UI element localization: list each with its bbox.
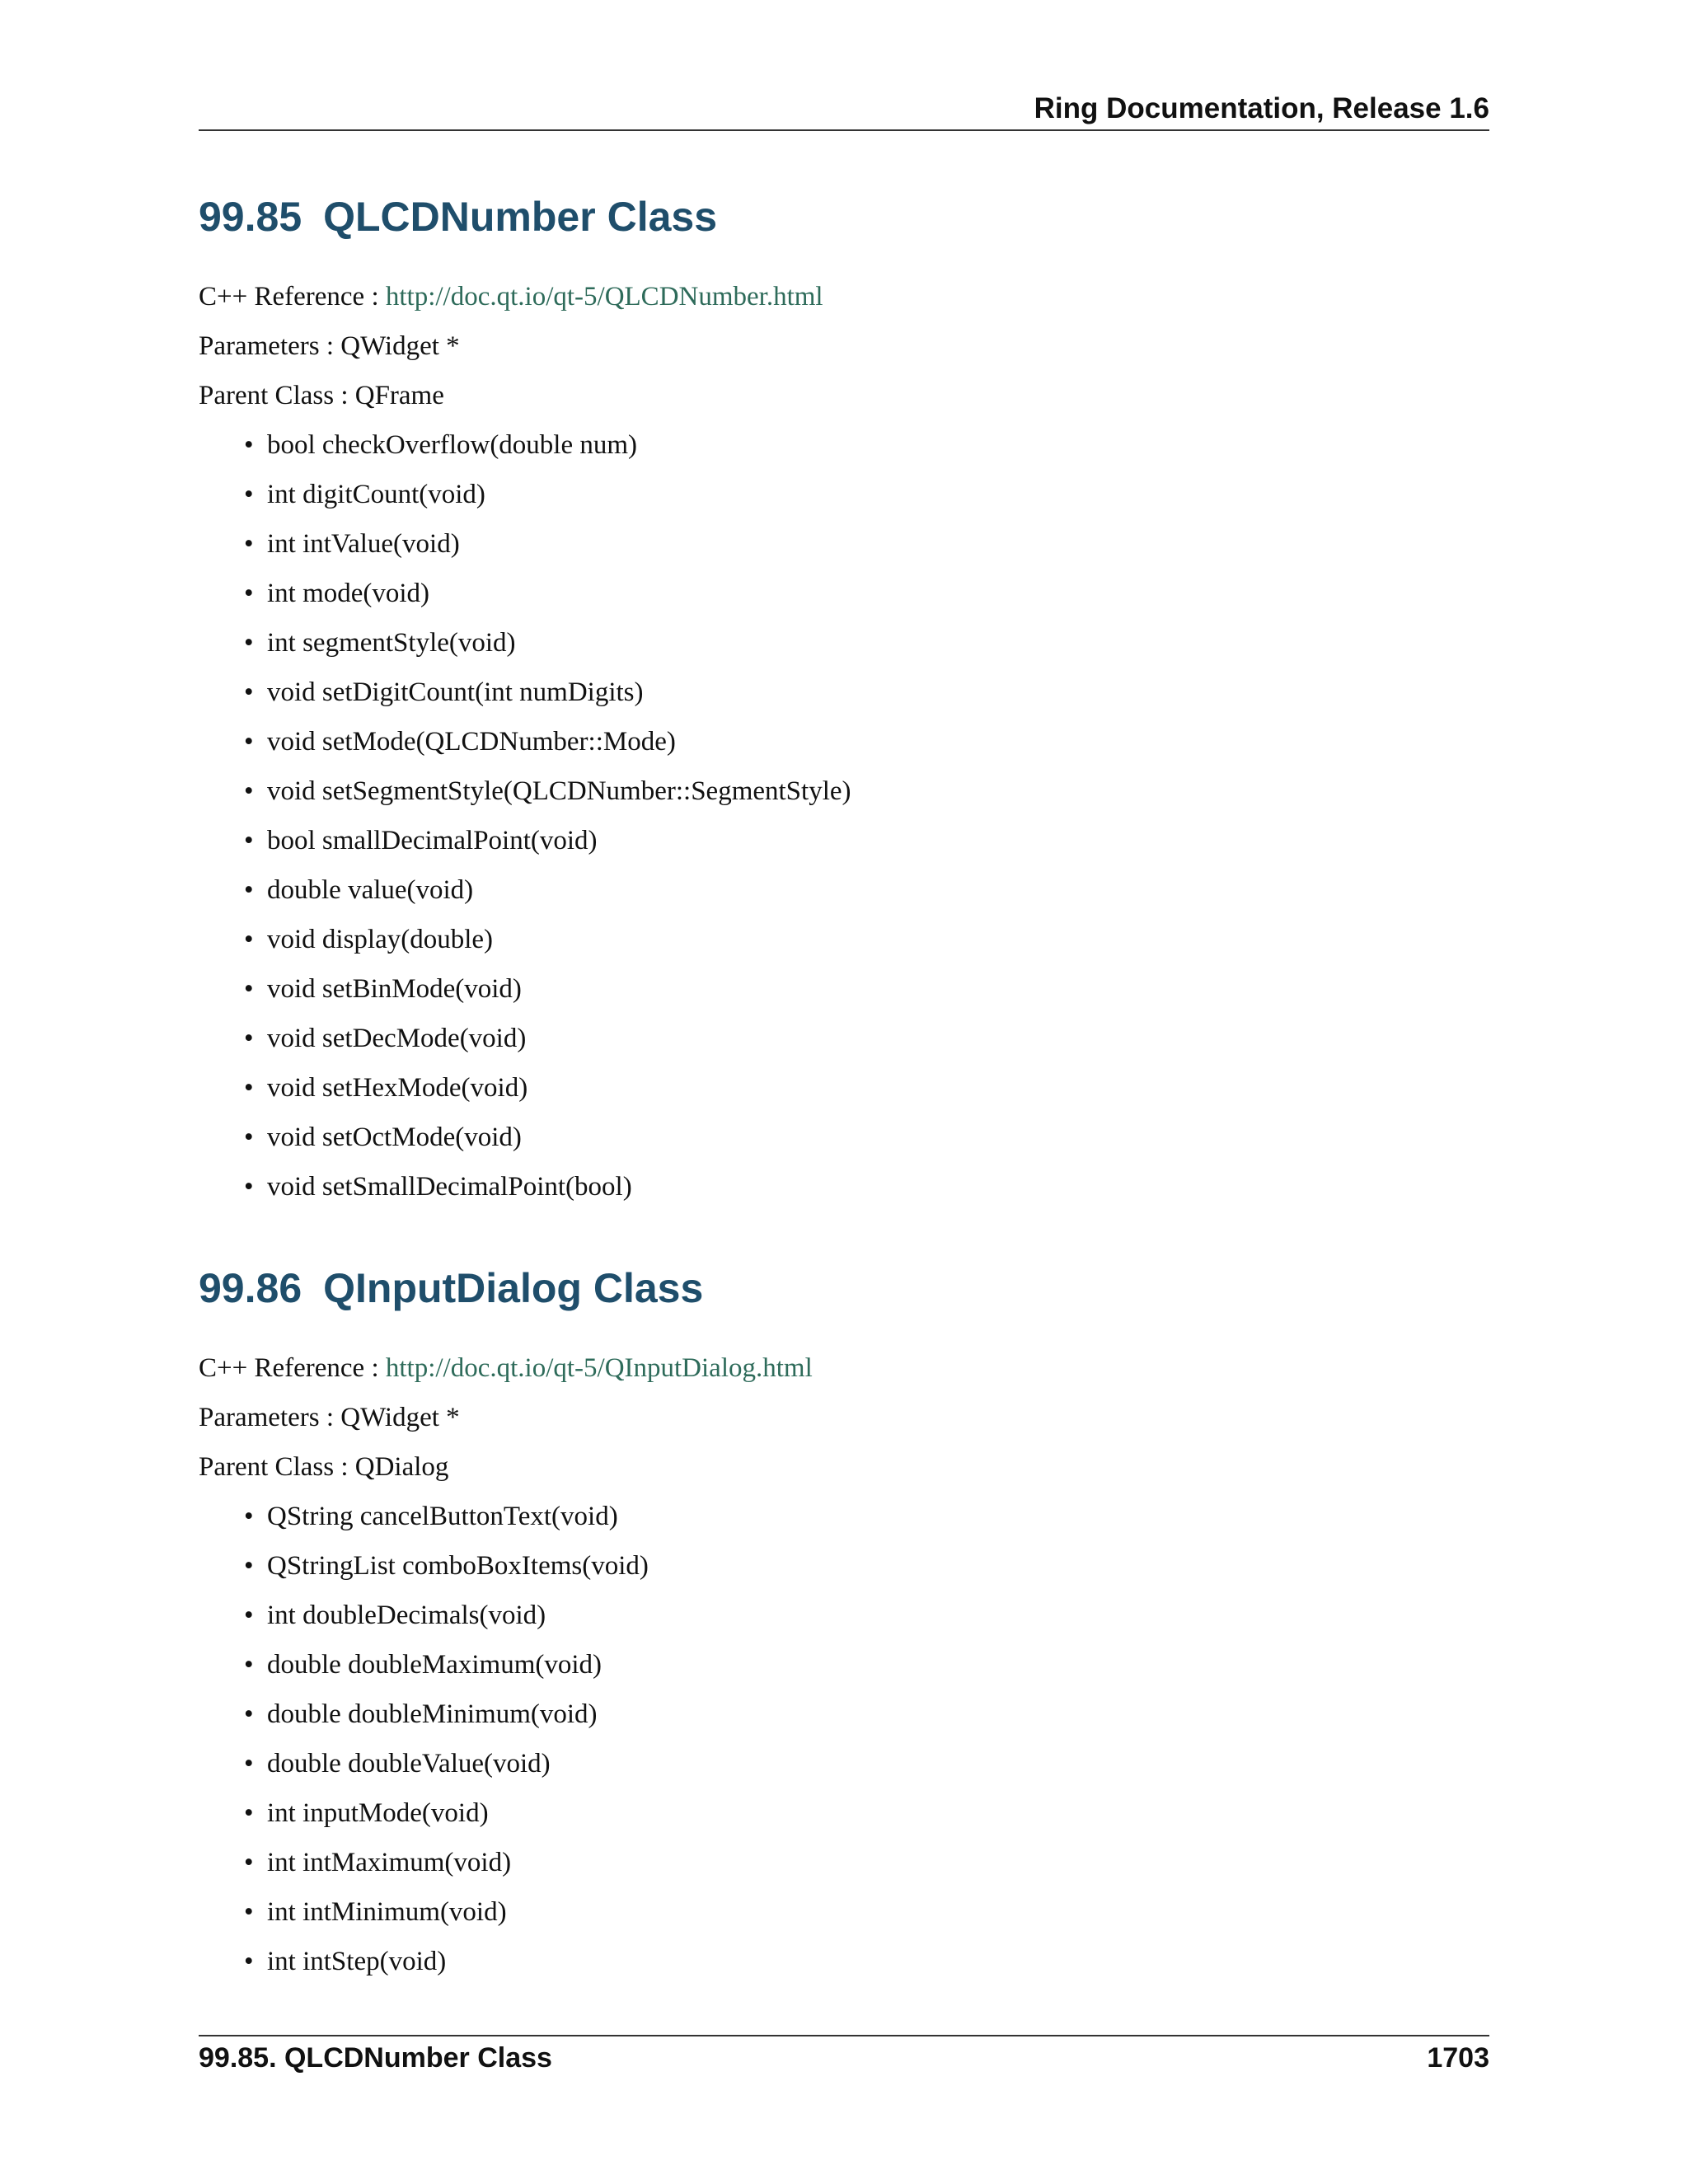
method-item [199,766,1489,816]
parameters: Parameters : QWidget * [199,1403,460,1432]
section-qlcdnumber [199,196,1489,1212]
document-page [199,0,1489,2184]
bullet-icon: • [244,579,254,608]
method-signature: double doubleMinimum(void) [267,1699,598,1729]
parameters: Parameters : QWidget * [199,331,460,361]
section-number: 99.85 [199,194,302,240]
section-title [199,194,1489,240]
cpp-reference-label: C++ Reference : [199,282,386,312]
section-title [199,1265,1489,1311]
method-signature: void display(double) [267,925,494,954]
method-item [199,420,1489,470]
section-number: 99.86 [199,1265,302,1311]
bullet-icon: • [244,1848,254,1877]
bullet-icon: • [244,1897,254,1927]
method-item [199,470,1489,519]
method-item [199,1640,1489,1690]
method-list [199,1492,1489,1986]
method-item [199,1788,1489,1838]
method-signature: void setMode(QLCDNumber::Mode) [267,727,676,757]
method-item [199,1492,1489,1541]
section-title-text: QInputDialog Class [323,1265,704,1311]
bullet-icon: • [244,628,254,658]
bullet-icon: • [244,925,254,954]
method-signature: int intValue(void) [267,529,460,559]
method-item [199,1887,1489,1937]
bullet-icon: • [244,1024,254,1053]
method-item [199,1063,1489,1113]
method-item [199,1690,1489,1739]
cpp-reference [199,1343,1489,1393]
bullet-icon: • [244,776,254,806]
method-signature: QString cancelButtonText(void) [267,1502,618,1531]
cpp-reference [199,272,1489,321]
method-item [199,964,1489,1014]
method-signature: void setSmallDecimalPoint(bool) [267,1172,632,1202]
bullet-icon: • [244,1502,254,1531]
method-item [199,816,1489,865]
footer-rule [199,2035,1489,2036]
bullet-icon: • [244,1947,254,1976]
bullet-icon: • [244,727,254,757]
method-signature: double value(void) [267,875,474,905]
bullet-icon: • [244,826,254,855]
bullet-icon: • [244,1172,254,1202]
bullet-icon: • [244,1749,254,1779]
method-item [199,915,1489,964]
method-item [199,1541,1489,1591]
footer-section-label: 99.85. QLCDNumber Class [199,2042,552,2074]
method-signature: bool checkOverflow(double num) [267,430,638,460]
cpp-reference-link[interactable]: http://doc.qt.io/qt-5/QInputDialog.html [385,1353,813,1383]
bullet-icon: • [244,1122,254,1152]
cpp-reference-label: C++ Reference : [199,1353,386,1383]
method-item [199,668,1489,717]
bullet-icon: • [244,430,254,460]
method-signature: int digitCount(void) [267,480,485,509]
method-signature: void setOctMode(void) [267,1122,522,1152]
bullet-icon: • [244,1650,254,1680]
parent-class: Parent Class : QDialog [199,1452,449,1482]
method-signature: int doubleDecimals(void) [267,1601,546,1630]
parent-class: Parent Class : QFrame [199,381,444,410]
method-signature: void setHexMode(void) [267,1073,528,1103]
method-item [199,1739,1489,1788]
bullet-icon: • [244,480,254,509]
running-header: Ring Documentation, Release 1.6 [1034,92,1489,124]
bullet-icon: • [244,677,254,707]
section-qinputdialog [199,1265,1489,1986]
bullet-icon: • [244,1601,254,1630]
bullet-icon: • [244,875,254,905]
method-signature: int intStep(void) [267,1947,447,1976]
method-item [199,618,1489,668]
method-signature: QStringList comboBoxItems(void) [267,1551,649,1581]
method-item [199,1113,1489,1162]
method-item [199,1162,1489,1212]
method-signature: void setDigitCount(int numDigits) [267,677,644,707]
method-signature: double doubleMaximum(void) [267,1650,603,1680]
bullet-icon: • [244,529,254,559]
method-signature: int segmentStyle(void) [267,628,516,658]
method-item [199,1591,1489,1640]
method-item [199,519,1489,569]
method-list [199,420,1489,1212]
method-item [199,865,1489,915]
bullet-icon: • [244,1699,254,1729]
method-item [199,1838,1489,1887]
method-signature: double doubleValue(void) [267,1749,551,1779]
bullet-icon: • [244,1551,254,1581]
method-item [199,1014,1489,1063]
method-signature: bool smallDecimalPoint(void) [267,826,598,855]
bullet-icon: • [244,974,254,1004]
method-signature: int mode(void) [267,579,430,608]
cpp-reference-link[interactable]: http://doc.qt.io/qt-5/QLCDNumber.html [385,282,823,312]
method-signature: int intMinimum(void) [267,1897,507,1927]
method-signature: void setDecMode(void) [267,1024,527,1053]
method-signature: int intMaximum(void) [267,1848,512,1877]
method-signature: void setSegmentStyle(QLCDNumber::SegmentStyle) [267,776,851,806]
method-item [199,717,1489,766]
page-number: 1703 [1427,2042,1489,2074]
bullet-icon: • [244,1798,254,1828]
method-item [199,569,1489,618]
method-item [199,1937,1489,1986]
method-signature: int inputMode(void) [267,1798,489,1828]
bullet-icon: • [244,1073,254,1103]
method-signature: void setBinMode(void) [267,974,522,1004]
header-rule [199,129,1489,131]
section-title-text: QLCDNumber Class [323,194,718,240]
